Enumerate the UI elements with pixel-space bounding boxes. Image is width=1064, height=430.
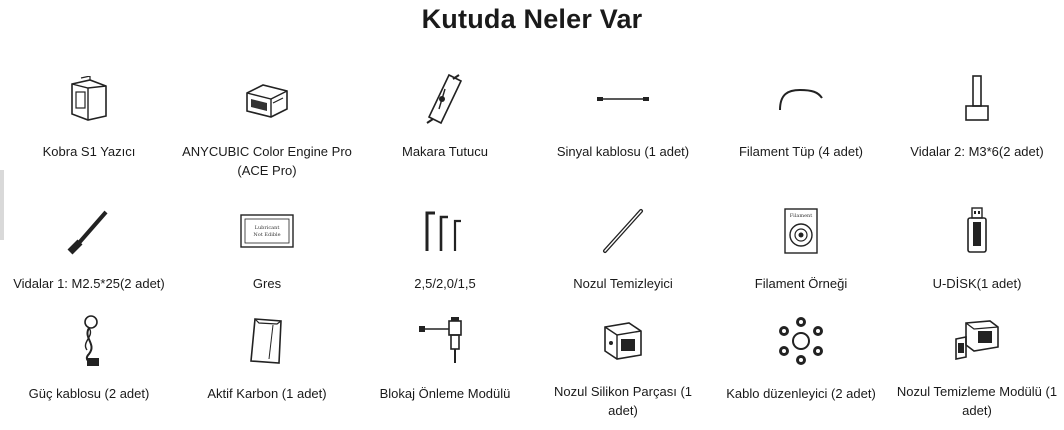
item-label: Nozul Temizleyici [573, 276, 673, 291]
item-usb-drive [890, 200, 1064, 310]
item-label: ANYCUBIC Color Engine Pro (ACE Pro) [182, 144, 352, 178]
item-label: Vidalar 2: M3*6(2 adet) [910, 144, 1044, 159]
nozzle-silicone-icon [588, 310, 658, 370]
item-label: Sinyal kablosu (1 adet) [556, 144, 690, 159]
grease-packet-icon [232, 200, 302, 262]
item-label: U-DİSK(1 adet) [932, 276, 1022, 291]
power-cable-icon [54, 310, 124, 372]
long-screw-icon [54, 200, 124, 262]
item-hex-keys [356, 200, 534, 310]
item-label: Vidalar 1: M2.5*25(2 adet) [13, 276, 165, 291]
item-label: Kablo düzenleyici (2 adet) [726, 386, 876, 401]
item-nozzle-cleaning-module [890, 310, 1064, 420]
item-filament-tube [712, 68, 890, 208]
item-screw-m25 [0, 200, 178, 310]
item-grease [178, 200, 356, 310]
item-filament-sample [712, 200, 890, 310]
nozzle-cleaning-module-icon [942, 310, 1012, 370]
item-label: Nozul Temizleme Modülü (1 adet) [896, 384, 1058, 418]
sample-box-text: Filament [789, 213, 813, 219]
item-spool-holder [356, 68, 534, 208]
item-label: Güç kablosu (2 adet) [28, 386, 150, 401]
item-label: Kobra S1 Yazıcı [42, 144, 136, 159]
clog-prevention-module-icon [410, 310, 480, 372]
item-label: Makara Tutucu [402, 144, 488, 159]
item-signal-cable [534, 68, 712, 208]
packet-text-line-1: Lubricant [254, 225, 280, 231]
packet-text-line-2: Not Edible [253, 232, 281, 238]
item-nozzle-silicone [534, 310, 712, 420]
screw-icon [942, 68, 1012, 130]
activated-carbon-icon [232, 310, 302, 372]
cable-organizer-icon [766, 310, 836, 372]
item-label: Gres [252, 276, 282, 291]
item-label: Aktif Karbon (1 adet) [207, 386, 327, 401]
filament-sample-icon [766, 200, 836, 262]
item-power-cable [0, 310, 178, 420]
page-title: Kutuda Neler Var [421, 4, 643, 34]
printer-icon [54, 68, 124, 130]
hex-keys-icon [410, 200, 480, 262]
item-label: Filament Tüp (4 adet) [738, 144, 864, 159]
items-row-3 [0, 310, 1064, 420]
item-cable-organizer [712, 310, 890, 420]
nozzle-cleaner-icon [588, 200, 658, 262]
usb-drive-icon [942, 200, 1012, 262]
item-label: 2,5/2,0/1,5 [414, 276, 476, 291]
item-label: Blokaj Önleme Modülü [379, 386, 511, 401]
item-clog-prevention-module [356, 310, 534, 420]
item-color-engine [178, 68, 356, 208]
item-label: Filament Örneği [754, 276, 848, 291]
filament-tube-icon [766, 68, 836, 130]
spool-holder-icon [410, 68, 480, 130]
items-row-2 [0, 200, 1064, 310]
item-nozzle-cleaner [534, 200, 712, 310]
color-engine-icon [232, 68, 302, 130]
item-activated-carbon [178, 310, 356, 420]
item-label: Nozul Silikon Parçası (1 adet) [554, 384, 692, 418]
items-row-1 [0, 68, 1064, 208]
item-printer [0, 68, 178, 208]
item-screw-m3 [890, 68, 1064, 208]
signal-cable-icon [588, 68, 658, 130]
